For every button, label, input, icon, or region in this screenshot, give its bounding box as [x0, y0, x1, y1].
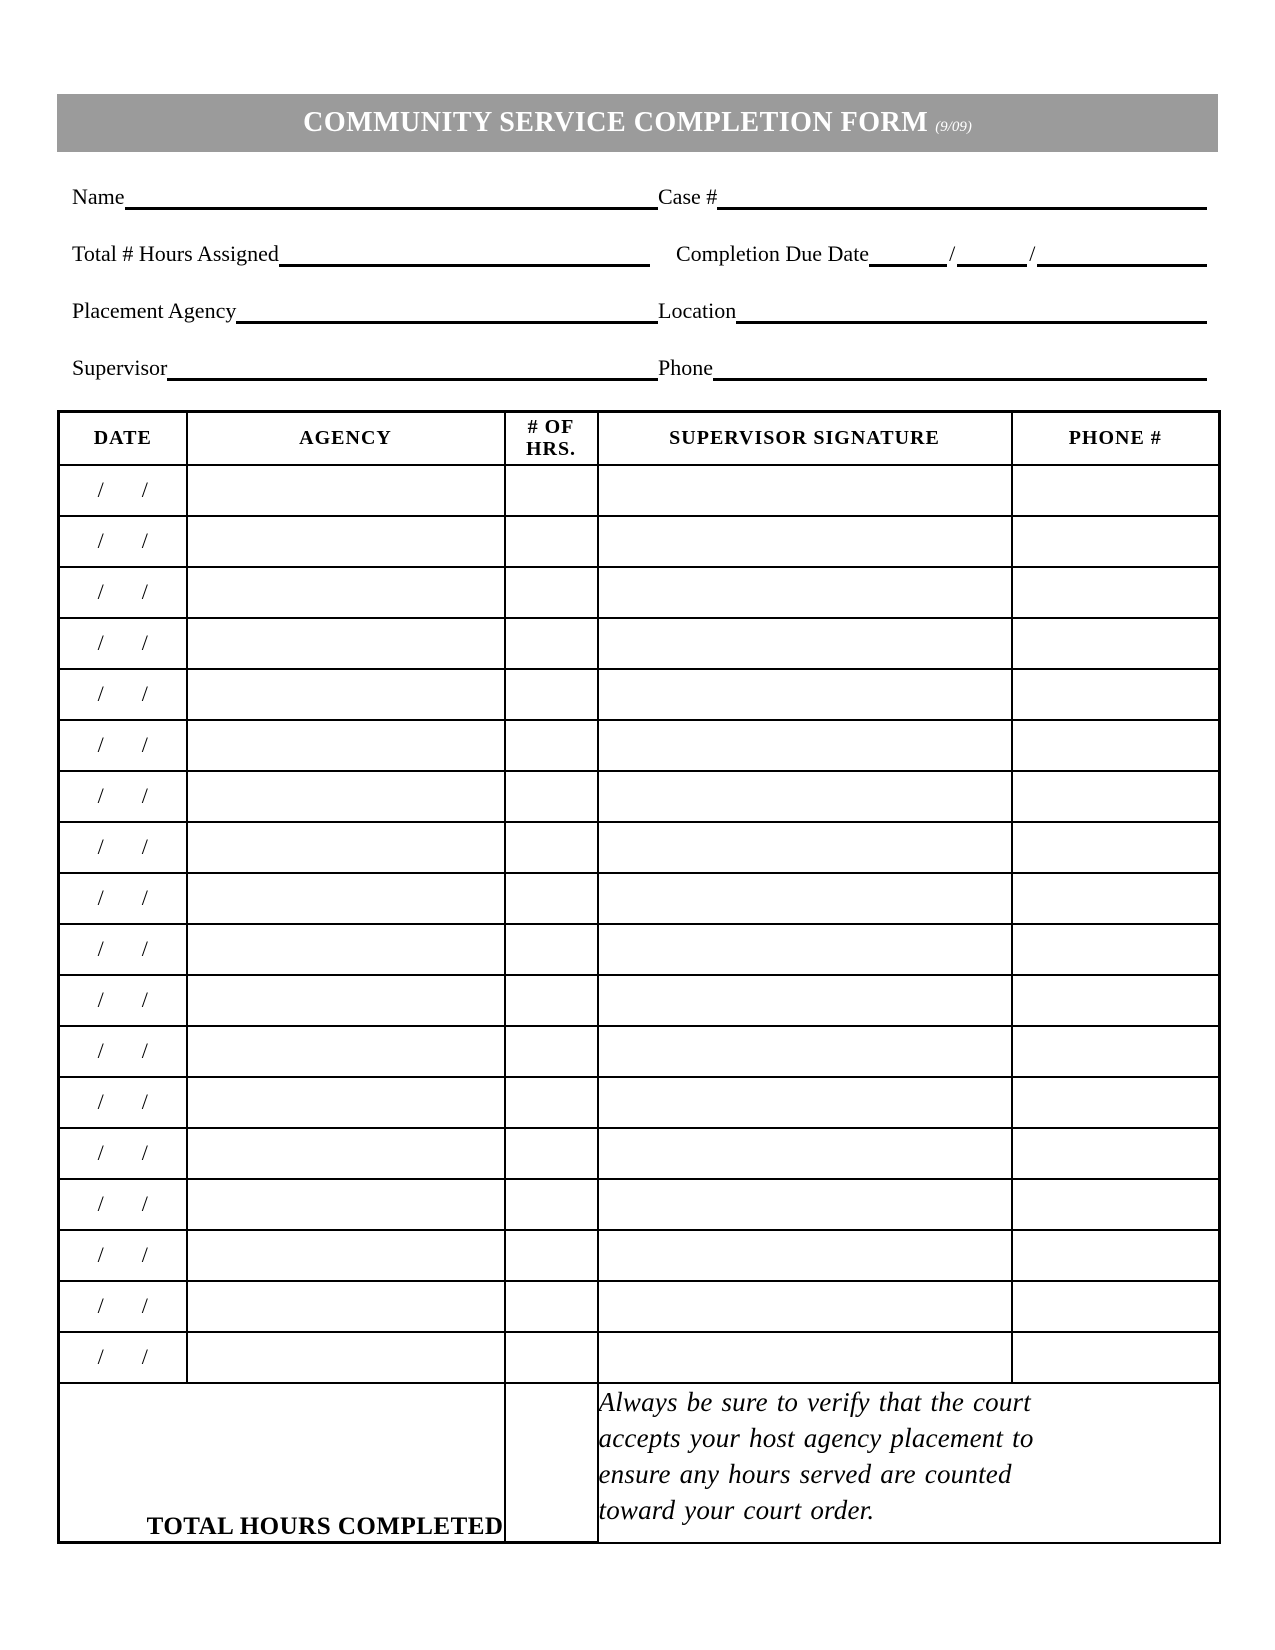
date-slash: / — [141, 987, 148, 1012]
location-label: Location — [658, 298, 737, 323]
date-slash: / — [141, 1191, 148, 1216]
date-slash: / — [97, 1191, 104, 1216]
hours-cell[interactable] — [505, 669, 598, 720]
due-date-year-line[interactable] — [1037, 263, 1207, 267]
agency-cell[interactable] — [187, 1281, 505, 1332]
date-slash: / — [97, 1140, 104, 1165]
hours-cell[interactable] — [505, 924, 598, 975]
signature-cell[interactable] — [598, 618, 1012, 669]
date-slash: / — [141, 1293, 148, 1318]
signature-cell[interactable] — [598, 516, 1012, 567]
phone-cell[interactable] — [1012, 924, 1220, 975]
hours-cell[interactable] — [505, 873, 598, 924]
phone-cell[interactable] — [1012, 1179, 1220, 1230]
total-hours-label-cell: TOTAL HOURS COMPLETED — [59, 1383, 505, 1543]
date-slash: / — [97, 936, 104, 961]
signature-cell[interactable] — [598, 822, 1012, 873]
name-case-row — [72, 178, 1207, 210]
date-cell[interactable] — [59, 1077, 187, 1128]
log-row — [59, 516, 1220, 567]
date-slash: / — [97, 1089, 104, 1114]
date-slash: / — [949, 241, 956, 266]
hours-cell[interactable] — [505, 1026, 598, 1077]
signature-cell[interactable] — [598, 1077, 1012, 1128]
log-row — [59, 618, 1220, 669]
placement-agency-input-line[interactable] — [236, 320, 658, 324]
date-slash: / — [97, 1293, 104, 1318]
agency-cell[interactable] — [187, 873, 505, 924]
date-slash: / — [141, 783, 148, 808]
log-row — [59, 1281, 1220, 1332]
date-cell[interactable] — [59, 873, 187, 924]
agency-cell[interactable] — [187, 1077, 505, 1128]
date-cell[interactable] — [59, 1281, 187, 1332]
date-slash: / — [97, 528, 104, 553]
col-header-date: DATE — [59, 412, 187, 465]
date-cell[interactable] — [59, 567, 187, 618]
title-bar — [57, 94, 1218, 152]
date-slash: / — [141, 732, 148, 757]
hours-duedate-row — [72, 235, 1207, 267]
date-slash: / — [97, 579, 104, 604]
note-line: ensure any hours served are counted — [598, 1458, 1012, 1489]
phone-cell[interactable] — [1012, 516, 1220, 567]
total-hours-value-cell[interactable] — [505, 1383, 598, 1543]
log-row — [59, 771, 1220, 822]
date-cell[interactable] — [59, 618, 187, 669]
log-row — [59, 1128, 1220, 1179]
signature-cell[interactable] — [598, 924, 1012, 975]
date-slash: / — [97, 783, 104, 808]
due-date-day-line[interactable] — [957, 263, 1027, 267]
log-row — [59, 567, 1220, 618]
note-line: accepts your host agency placement to — [598, 1422, 1034, 1453]
agency-cell[interactable] — [187, 516, 505, 567]
service-log-table — [57, 410, 1221, 1544]
hours-cell[interactable] — [505, 1332, 598, 1383]
signature-cell[interactable] — [598, 1281, 1012, 1332]
col-header-phone: PHONE # — [1012, 412, 1220, 465]
phone-cell[interactable] — [1012, 1128, 1220, 1179]
agency-cell[interactable] — [187, 567, 505, 618]
log-row — [59, 1026, 1220, 1077]
agency-cell[interactable] — [187, 1179, 505, 1230]
hours-assigned-input-line[interactable] — [279, 263, 650, 267]
date-cell[interactable] — [59, 1026, 187, 1077]
phone-cell[interactable] — [1012, 1332, 1220, 1383]
agency-cell[interactable] — [187, 924, 505, 975]
agency-cell[interactable] — [187, 1230, 505, 1281]
location-input-line[interactable] — [736, 320, 1207, 324]
hours-cell[interactable] — [505, 1077, 598, 1128]
signature-cell[interactable] — [598, 975, 1012, 1026]
phone-cell[interactable] — [1012, 1026, 1220, 1077]
date-slash: / — [97, 1344, 104, 1369]
agency-location-row — [72, 292, 1207, 324]
log-row — [59, 873, 1220, 924]
date-cell[interactable] — [59, 1332, 187, 1383]
signature-cell[interactable] — [598, 1128, 1012, 1179]
hours-cell[interactable] — [505, 567, 598, 618]
log-row — [59, 924, 1220, 975]
date-cell[interactable] — [59, 720, 187, 771]
hours-cell[interactable] — [505, 771, 598, 822]
hours-cell[interactable] — [505, 975, 598, 1026]
due-date-month-line[interactable] — [869, 263, 947, 267]
phone-cell[interactable] — [1012, 1077, 1220, 1128]
header-fields — [72, 178, 1207, 406]
supervisor-phone-row — [72, 349, 1207, 381]
date-slash: / — [141, 630, 148, 655]
date-slash: / — [141, 681, 148, 706]
log-row — [59, 1077, 1220, 1128]
hours-cell[interactable] — [505, 1179, 598, 1230]
form-title: COMMUNITY SERVICE COMPLETION FORM — [303, 107, 929, 138]
log-row — [59, 975, 1220, 1026]
date-cell[interactable] — [59, 516, 187, 567]
case-number-input-line[interactable] — [717, 206, 1207, 210]
phone-cell[interactable] — [1012, 720, 1220, 771]
due-date-label: Completion Due Date — [676, 241, 870, 266]
phone-cell[interactable] — [1012, 771, 1220, 822]
date-slash: / — [141, 1140, 148, 1165]
phone-cell[interactable] — [1012, 873, 1220, 924]
date-slash: / — [141, 1089, 148, 1114]
log-row — [59, 822, 1220, 873]
hours-cell[interactable] — [505, 1230, 598, 1281]
revision-tag: (9/09) — [935, 119, 972, 135]
date-slash: / — [141, 936, 148, 961]
agency-cell[interactable] — [187, 1026, 505, 1077]
signature-cell[interactable] — [598, 465, 1012, 516]
date-cell[interactable] — [59, 822, 187, 873]
log-row — [59, 720, 1220, 771]
hours-cell[interactable] — [505, 465, 598, 516]
date-slash: / — [141, 579, 148, 604]
note-line: toward your court order. — [598, 1494, 875, 1525]
phone-input-line[interactable] — [713, 377, 1207, 381]
hours-cell[interactable] — [505, 516, 598, 567]
col-header-supervisor-signature: SUPERVISOR SIGNATURE — [598, 412, 1012, 465]
date-slash: / — [97, 1038, 104, 1063]
total-row — [59, 1383, 1220, 1543]
phone-cell[interactable] — [1012, 567, 1220, 618]
date-slash: / — [97, 477, 104, 502]
log-row — [59, 1179, 1220, 1230]
placement-agency-label: Placement Agency — [72, 298, 237, 323]
agency-cell[interactable] — [187, 465, 505, 516]
agency-cell[interactable] — [187, 720, 505, 771]
signature-cell[interactable] — [598, 771, 1012, 822]
case-number-label: Case # — [658, 184, 718, 209]
date-slash: / — [97, 681, 104, 706]
date-cell[interactable] — [59, 1230, 187, 1281]
hours-cell[interactable] — [505, 1281, 598, 1332]
date-slash: / — [141, 885, 148, 910]
phone-cell[interactable] — [1012, 465, 1220, 516]
date-slash: / — [97, 987, 104, 1012]
agency-cell[interactable] — [187, 975, 505, 1026]
agency-cell[interactable] — [187, 1332, 505, 1383]
hours-cell[interactable] — [505, 720, 598, 771]
date-slash: / — [141, 834, 148, 859]
phone-cell[interactable] — [1012, 1281, 1220, 1332]
signature-cell[interactable] — [598, 567, 1012, 618]
court-verification-note — [598, 1383, 1220, 1543]
date-slash: / — [141, 477, 148, 502]
hours-cell[interactable] — [505, 1128, 598, 1179]
hours-cell[interactable] — [505, 618, 598, 669]
date-slash: / — [141, 1242, 148, 1267]
date-slash: / — [97, 834, 104, 859]
date-cell[interactable] — [59, 975, 187, 1026]
log-row — [59, 1230, 1220, 1281]
supervisor-input-line[interactable] — [167, 377, 658, 381]
signature-cell[interactable] — [598, 1230, 1012, 1281]
name-label: Name — [72, 184, 125, 209]
agency-cell[interactable] — [187, 822, 505, 873]
phone-cell[interactable] — [1012, 975, 1220, 1026]
log-row — [59, 465, 1220, 516]
date-cell[interactable] — [59, 1179, 187, 1230]
signature-cell[interactable] — [598, 669, 1012, 720]
log-header-row — [59, 412, 1220, 465]
date-cell[interactable] — [59, 669, 187, 720]
date-slash: / — [97, 732, 104, 757]
date-slash: / — [1029, 241, 1036, 266]
signature-cell[interactable] — [598, 1179, 1012, 1230]
date-slash: / — [97, 1242, 104, 1267]
signature-cell[interactable] — [598, 720, 1012, 771]
date-slash: / — [141, 1344, 148, 1369]
log-row — [59, 1332, 1220, 1383]
phone-label: Phone — [658, 355, 713, 380]
date-cell[interactable] — [59, 924, 187, 975]
date-cell[interactable] — [59, 771, 187, 822]
signature-cell[interactable] — [598, 1332, 1012, 1383]
note-line: Always be sure to verify that the court — [598, 1386, 1031, 1417]
date-slash: / — [97, 885, 104, 910]
phone-cell[interactable] — [1012, 618, 1220, 669]
hours-assigned-label: Total # Hours Assigned — [72, 241, 279, 266]
log-row — [59, 669, 1220, 720]
name-input-line[interactable] — [125, 206, 658, 210]
supervisor-label: Supervisor — [72, 355, 168, 380]
phone-cell[interactable] — [1012, 1230, 1220, 1281]
hours-cell[interactable] — [505, 822, 598, 873]
agency-cell[interactable] — [187, 771, 505, 822]
date-slash: / — [141, 528, 148, 553]
agency-cell[interactable] — [187, 1128, 505, 1179]
agency-cell[interactable] — [187, 618, 505, 669]
phone-cell[interactable] — [1012, 669, 1220, 720]
date-cell[interactable] — [59, 1128, 187, 1179]
col-header-hours: # OF HRS. — [505, 412, 598, 465]
col-header-agency: AGENCY — [187, 412, 505, 465]
phone-cell[interactable] — [1012, 822, 1220, 873]
date-slash: / — [97, 630, 104, 655]
date-cell[interactable] — [59, 465, 187, 516]
signature-cell[interactable] — [598, 1026, 1012, 1077]
signature-cell[interactable] — [598, 873, 1012, 924]
agency-cell[interactable] — [187, 669, 505, 720]
date-slash: / — [141, 1038, 148, 1063]
